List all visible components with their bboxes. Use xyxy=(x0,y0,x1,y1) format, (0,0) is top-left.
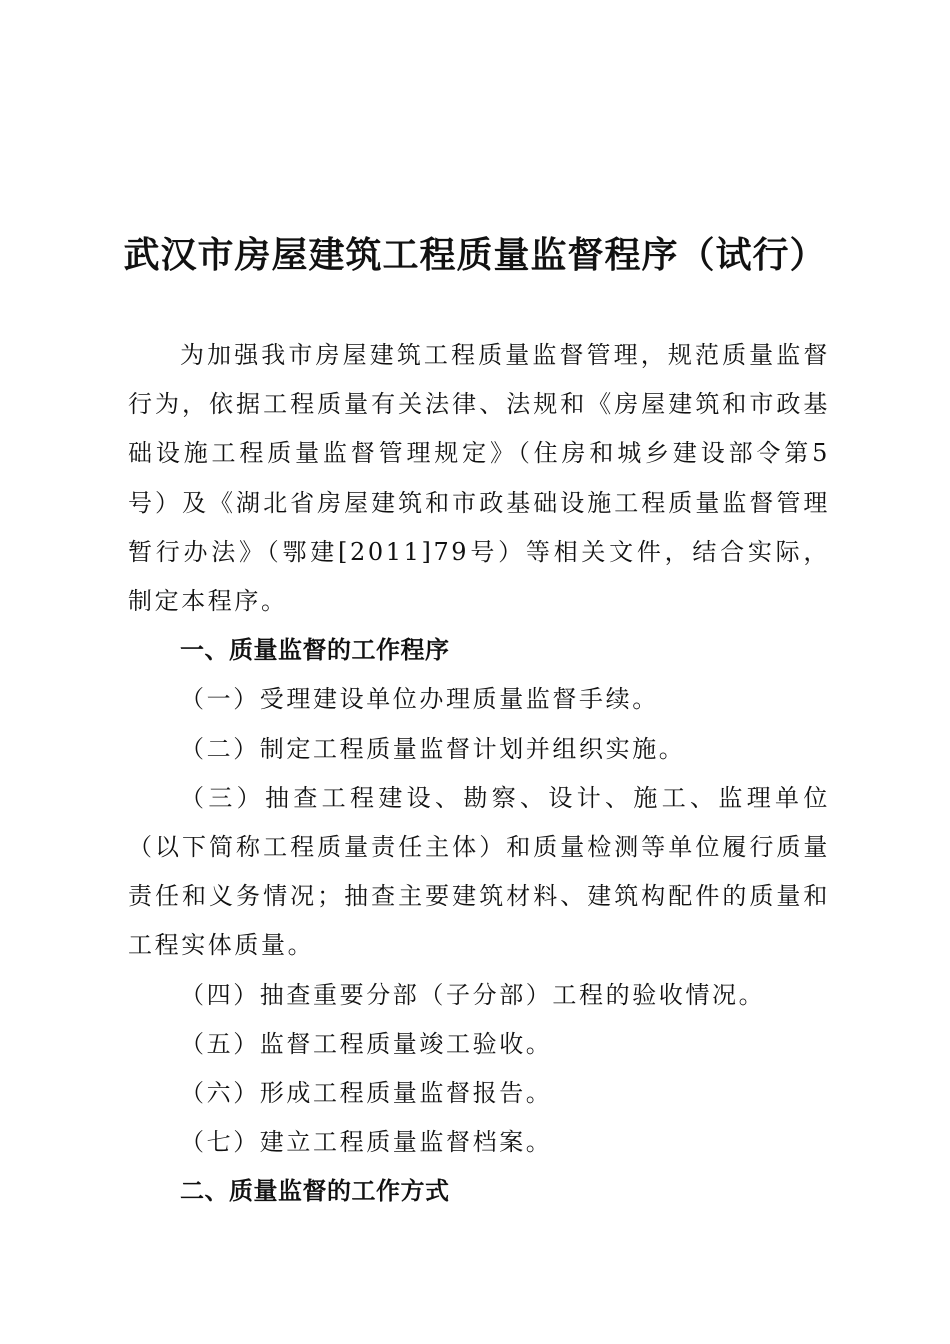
list-item: （一）受理建设单位办理质量监督手续。 xyxy=(180,685,659,714)
section-heading-2: 二、质量监督的工作方式 xyxy=(180,1177,450,1206)
list-item: （七）建立工程质量监督档案。 xyxy=(180,1128,553,1157)
list-item: （四）抽查重要分部（子分部）工程的验收情况。 xyxy=(180,980,766,1009)
section-heading-1: 一、质量监督的工作程序 xyxy=(180,636,450,665)
list-item: （三）抽查工程建设、勘察、设计、施工、监理单位（以下简称工程质量责任主体）和质量检测等单位履行质量责任和义务情况；抽查主要建筑材料、建筑构配件的质量和工程实体质量。 xyxy=(128,783,830,960)
list-item: （二）制定工程质量监督计划并组织实施。 xyxy=(180,734,686,763)
document-body xyxy=(128,331,830,1217)
document-title: 武汉市房屋建筑工程质量监督程序（试行） xyxy=(123,235,827,276)
list-item: （五）监督工程质量竣工验收。 xyxy=(180,1029,553,1058)
list-item: （六）形成工程质量监督报告。 xyxy=(180,1079,553,1108)
intro-paragraph: 为加强我市房屋建筑工程质量监督管理，规范质量监督行为，依据工程质量有关法律、法规和《房屋建筑和市政基础设施工程质量监督管理规定》（住房和城乡建设部令第5号）及《湖北省房屋建筑和市政基础设施工程质量监督管理暂行办法》（鄂建[2011]79号）等相关文件，结合实际，制定本程序。 xyxy=(128,341,830,616)
